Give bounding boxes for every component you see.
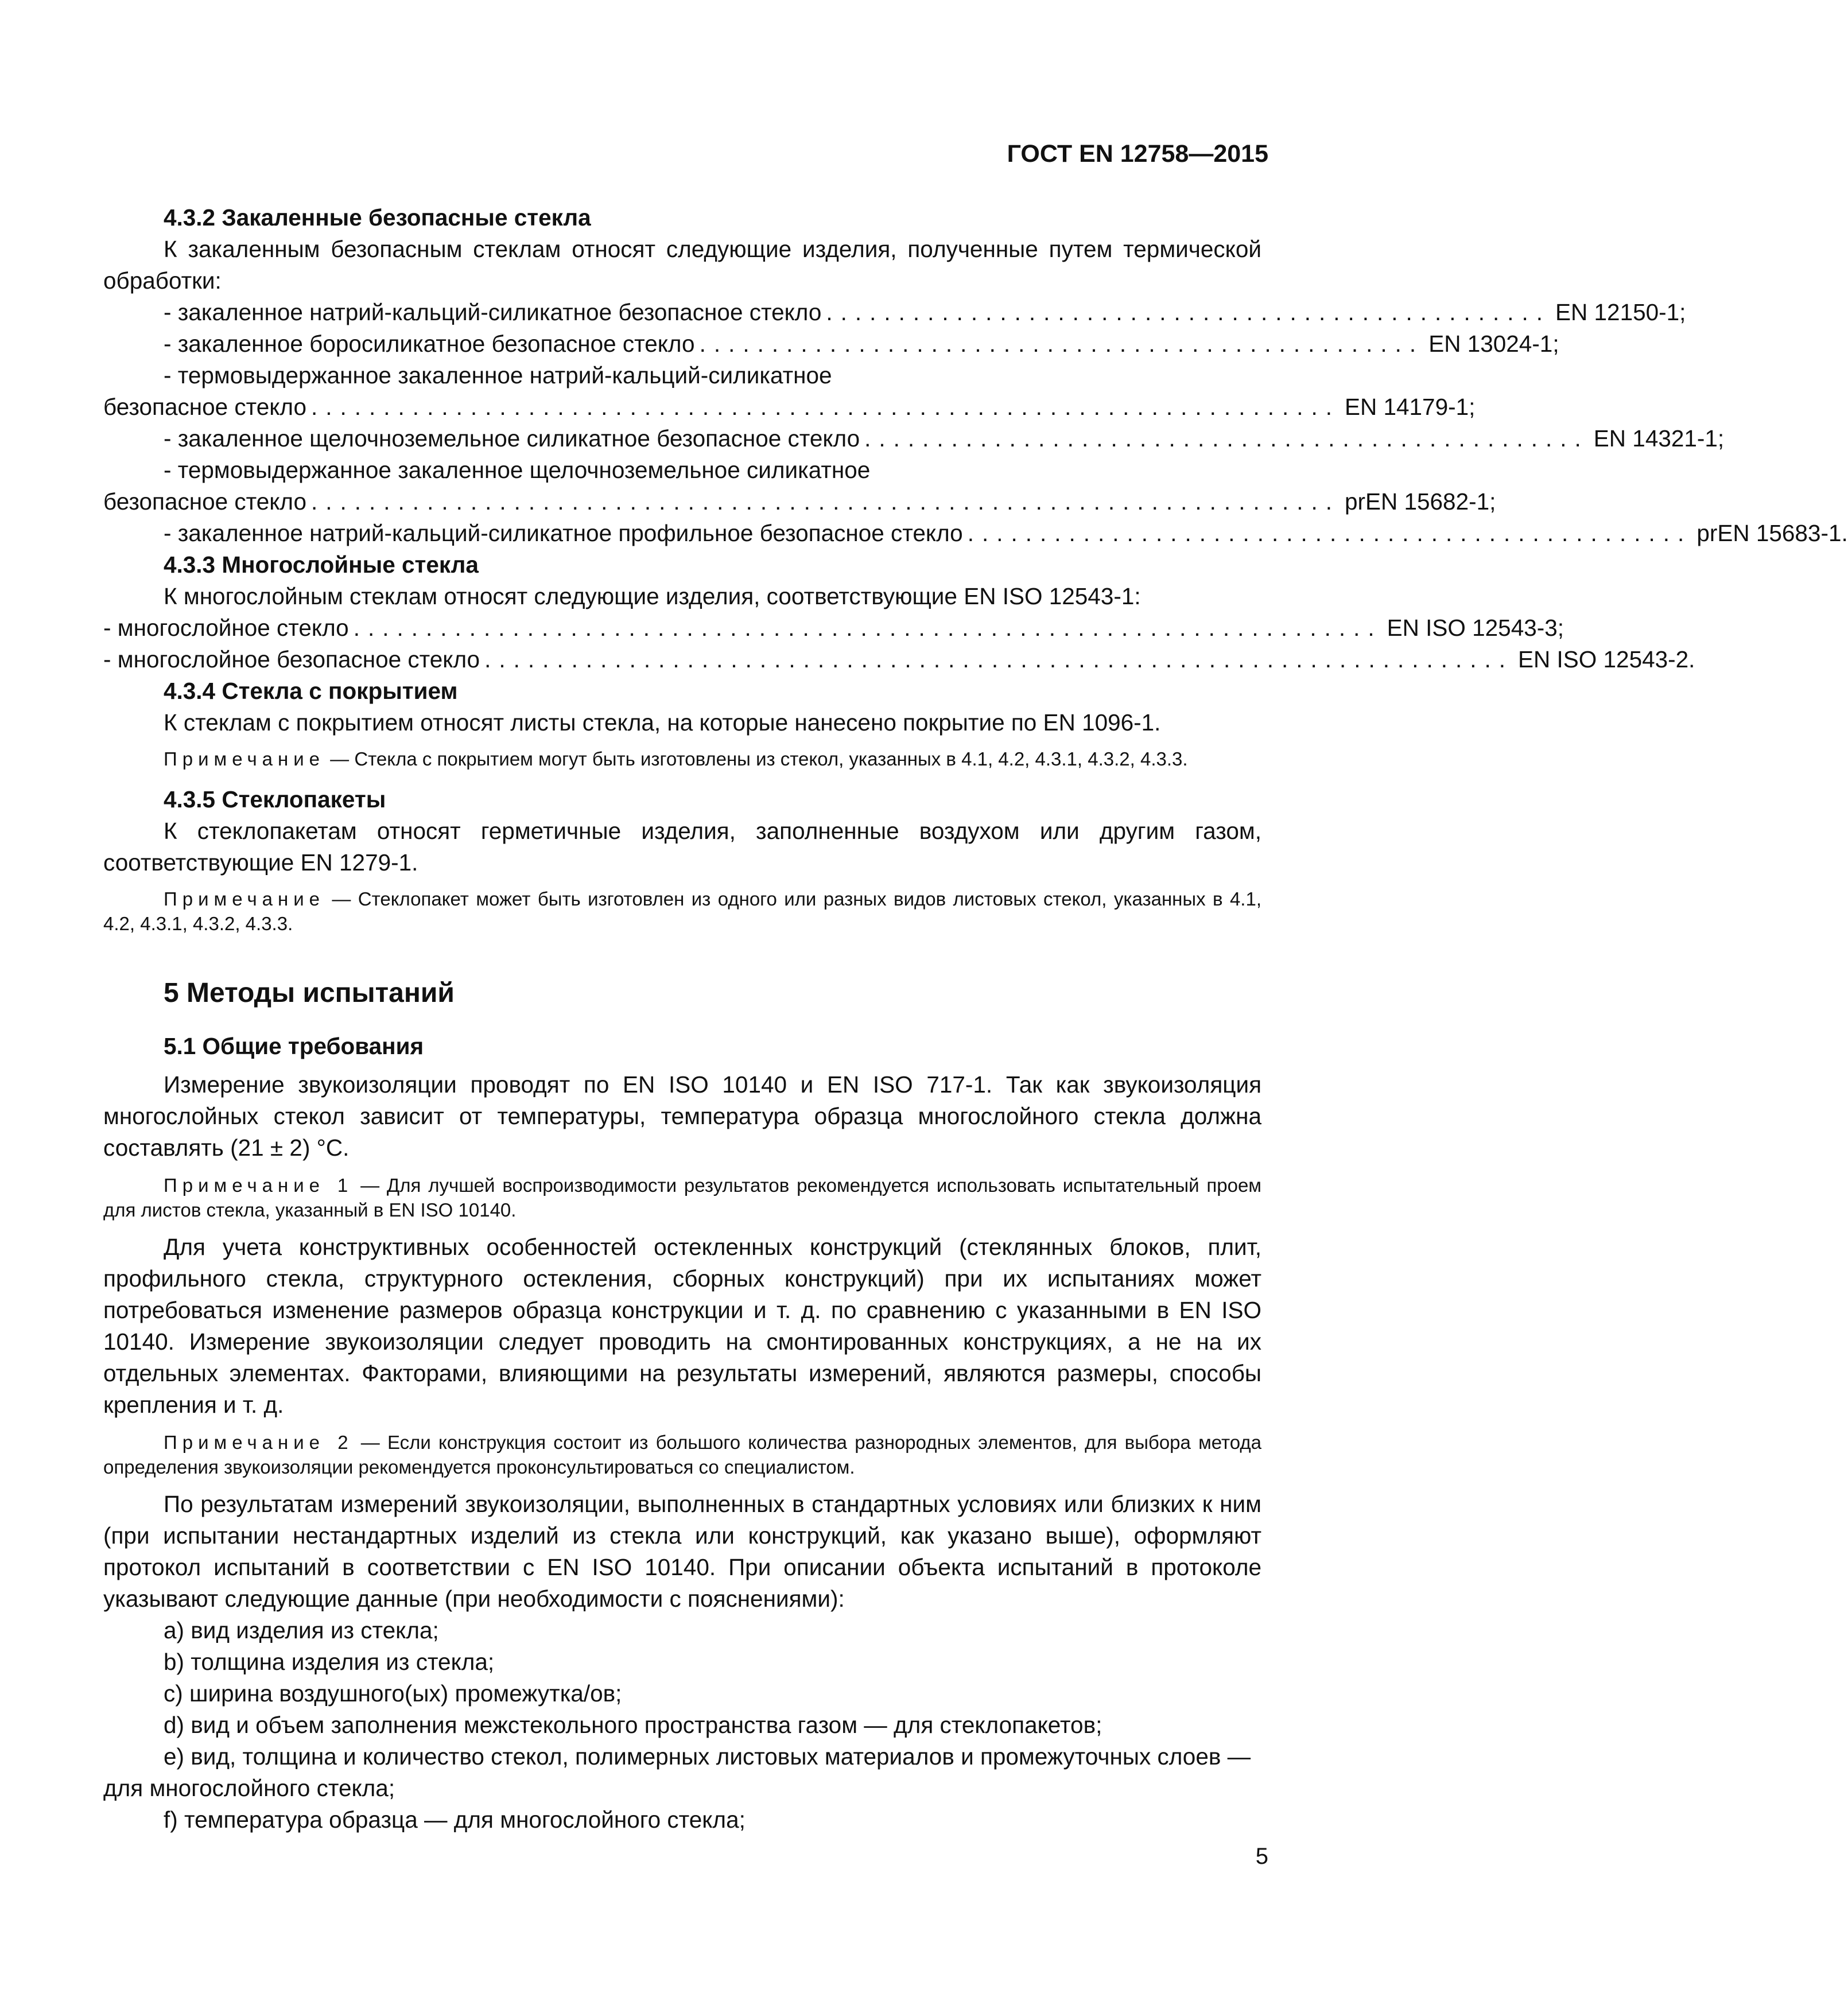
note: [103, 1173, 1261, 1222]
list-item: c) ширина воздушного(ых) промежутка/ов;: [164, 1680, 622, 1707]
note-text: — Стекла с покрытием могут быть изготовлены из стекол, указанных в 4.1, 4.2, 4.3.1, 4.3.2, 4.3.3.: [325, 748, 1188, 770]
list-item-line1: - термовыдержанное закаленное щелочноземельное силикатное: [164, 457, 871, 483]
list-item: a) вид изделия из стекла;: [164, 1617, 439, 1643]
list-item: - закаленное щелочноземельное силикатное безопасное стекло .................................................. EN 14321-1;: [164, 425, 1725, 452]
paragraph: По результатам измерений звукоизоляции, выполненных в стандартных условиях или близких к ним (при испытании нестандартных изделий из стекла или конструкций, как указано выше), оформляют протокол испытаний в соответствии с EN ISO 10140. При описании объекта испытаний в протоколе указывают следующие данные (при необходимости с пояснениями):: [103, 1491, 1261, 1612]
list-item: - многослойное безопасное стекло ....................................................................... EN ISO 12543-2.: [103, 646, 1695, 673]
note-text: — Для лучшей воспроизводимости результатов рекомендуется использовать испытательный проем для листов стекла, указанный в EN ISO 10140.: [103, 1175, 1261, 1221]
section-heading-5-1: 5.1 Общие требования: [164, 1033, 424, 1059]
note-label: Примечание: [164, 748, 325, 770]
list-item-line1: - термовыдержанное закаленное натрий-кальций-силикатное: [164, 362, 832, 388]
section-heading-4-3-3: 4.3.3 Многослойные стекла: [164, 551, 479, 578]
list-item: - многослойное стекло ....................................................................... EN ISO 12543-3;: [103, 615, 1564, 641]
document-id-header: ГОСТ EN 12758—2015: [1007, 140, 1268, 168]
note: [103, 887, 1261, 936]
list-item: безопасное стекло ....................................................................... prEN 15682-1;: [103, 488, 1496, 515]
note: [103, 747, 1261, 771]
list-item: - закаленное натрий-кальций-силикатное профильное безопасное стекло .................................................. prEN 15683-1.: [164, 520, 1848, 546]
list-item: безопасное стекло ....................................................................... EN 14179-1;: [103, 394, 1476, 420]
section-heading-4-3-2: 4.3.2 Закаленные безопасные стекла: [164, 204, 591, 231]
list-item: e) вид, толщина и количество стекол, полимерных листовых материалов и промежуточных слоев — для многослойного стекла;: [103, 1743, 1251, 1801]
list-item: d) вид и объем заполнения межстекольного пространства газом — для стеклопакетов;: [164, 1712, 1102, 1738]
list-item: f) температура образца — для многослойного стекла;: [164, 1806, 746, 1833]
note-label: Примечание 2: [164, 1432, 354, 1453]
section-heading-5: 5 Методы испытаний: [164, 978, 455, 1008]
section-heading-4-3-5: 4.3.5 Стеклопакеты: [164, 786, 386, 813]
note-text: — Стеклопакет может быть изготовлен из одного или разных видов листовых стекол, указанных в 4.1, 4.2, 4.3.1, 4.3.2, 4.3.3.: [103, 888, 1261, 934]
list-item: - закаленное боросиликатное безопасное стекло .................................................. EN 13024-1;: [164, 331, 1559, 357]
section-heading-4-3-4: 4.3.4 Стекла с покрытием: [164, 678, 458, 704]
note: [103, 1430, 1261, 1479]
note-text: — Если конструкция состоит из большого количества разнородных элементов, для выбора метода определения звукоизоляции рекомендуется проконсультироваться со специалистом.: [103, 1432, 1262, 1478]
note-label: Примечание 1: [164, 1175, 354, 1196]
note-label: Примечание: [164, 888, 325, 910]
page-content: [103, 202, 1848, 1836]
section-intro-4-3-2: К закаленным безопасным стеклам относят следующие изделия, полученные путем термической обработки:: [103, 236, 1261, 294]
section-text-4-3-5: К стеклопакетам относят герметичные изделия, заполненные воздухом или другим газом, соответствующие EN 1279-1.: [103, 818, 1261, 876]
page-number: 5: [1255, 1844, 1268, 1869]
section-text-4-3-4: К стеклам с покрытием относят листы стекла, на которые нанесено покрытие по EN 1096-1.: [164, 709, 1161, 736]
paragraph: Измерение звукоизоляции проводят по EN ISO 10140 и EN ISO 717-1. Так как звукоизоляция многослойных стекол зависит от температуры, температура образца многослойного стекла должна составлять (21 ± 2) °С.: [103, 1071, 1261, 1161]
list-item: b) толщина изделия из стекла;: [164, 1649, 495, 1675]
paragraph: Для учета конструктивных особенностей остекленных конструкций (стеклянных блоков, плит, профильного стекла, структурного остекления, сборных конструкций) при их испытаниях может потребоваться изменение размеров образца конструкции и т. д. по сравнению с указанными в EN ISO 10140. Измерение звукоизоляции следует проводить на смонтированных конструкциях, а не на их отдельных элементах. Факторами, влияющими на результаты измерений, являются размеры, способы крепления и т. д.: [103, 1234, 1261, 1418]
list-item: - закаленное натрий-кальций-силикатное безопасное стекло .................................................. EN 12150-1;: [164, 299, 1686, 325]
section-intro-4-3-3: К многослойным стеклам относят следующие изделия, соответствующие EN ISO 12543-1:: [164, 583, 1141, 609]
